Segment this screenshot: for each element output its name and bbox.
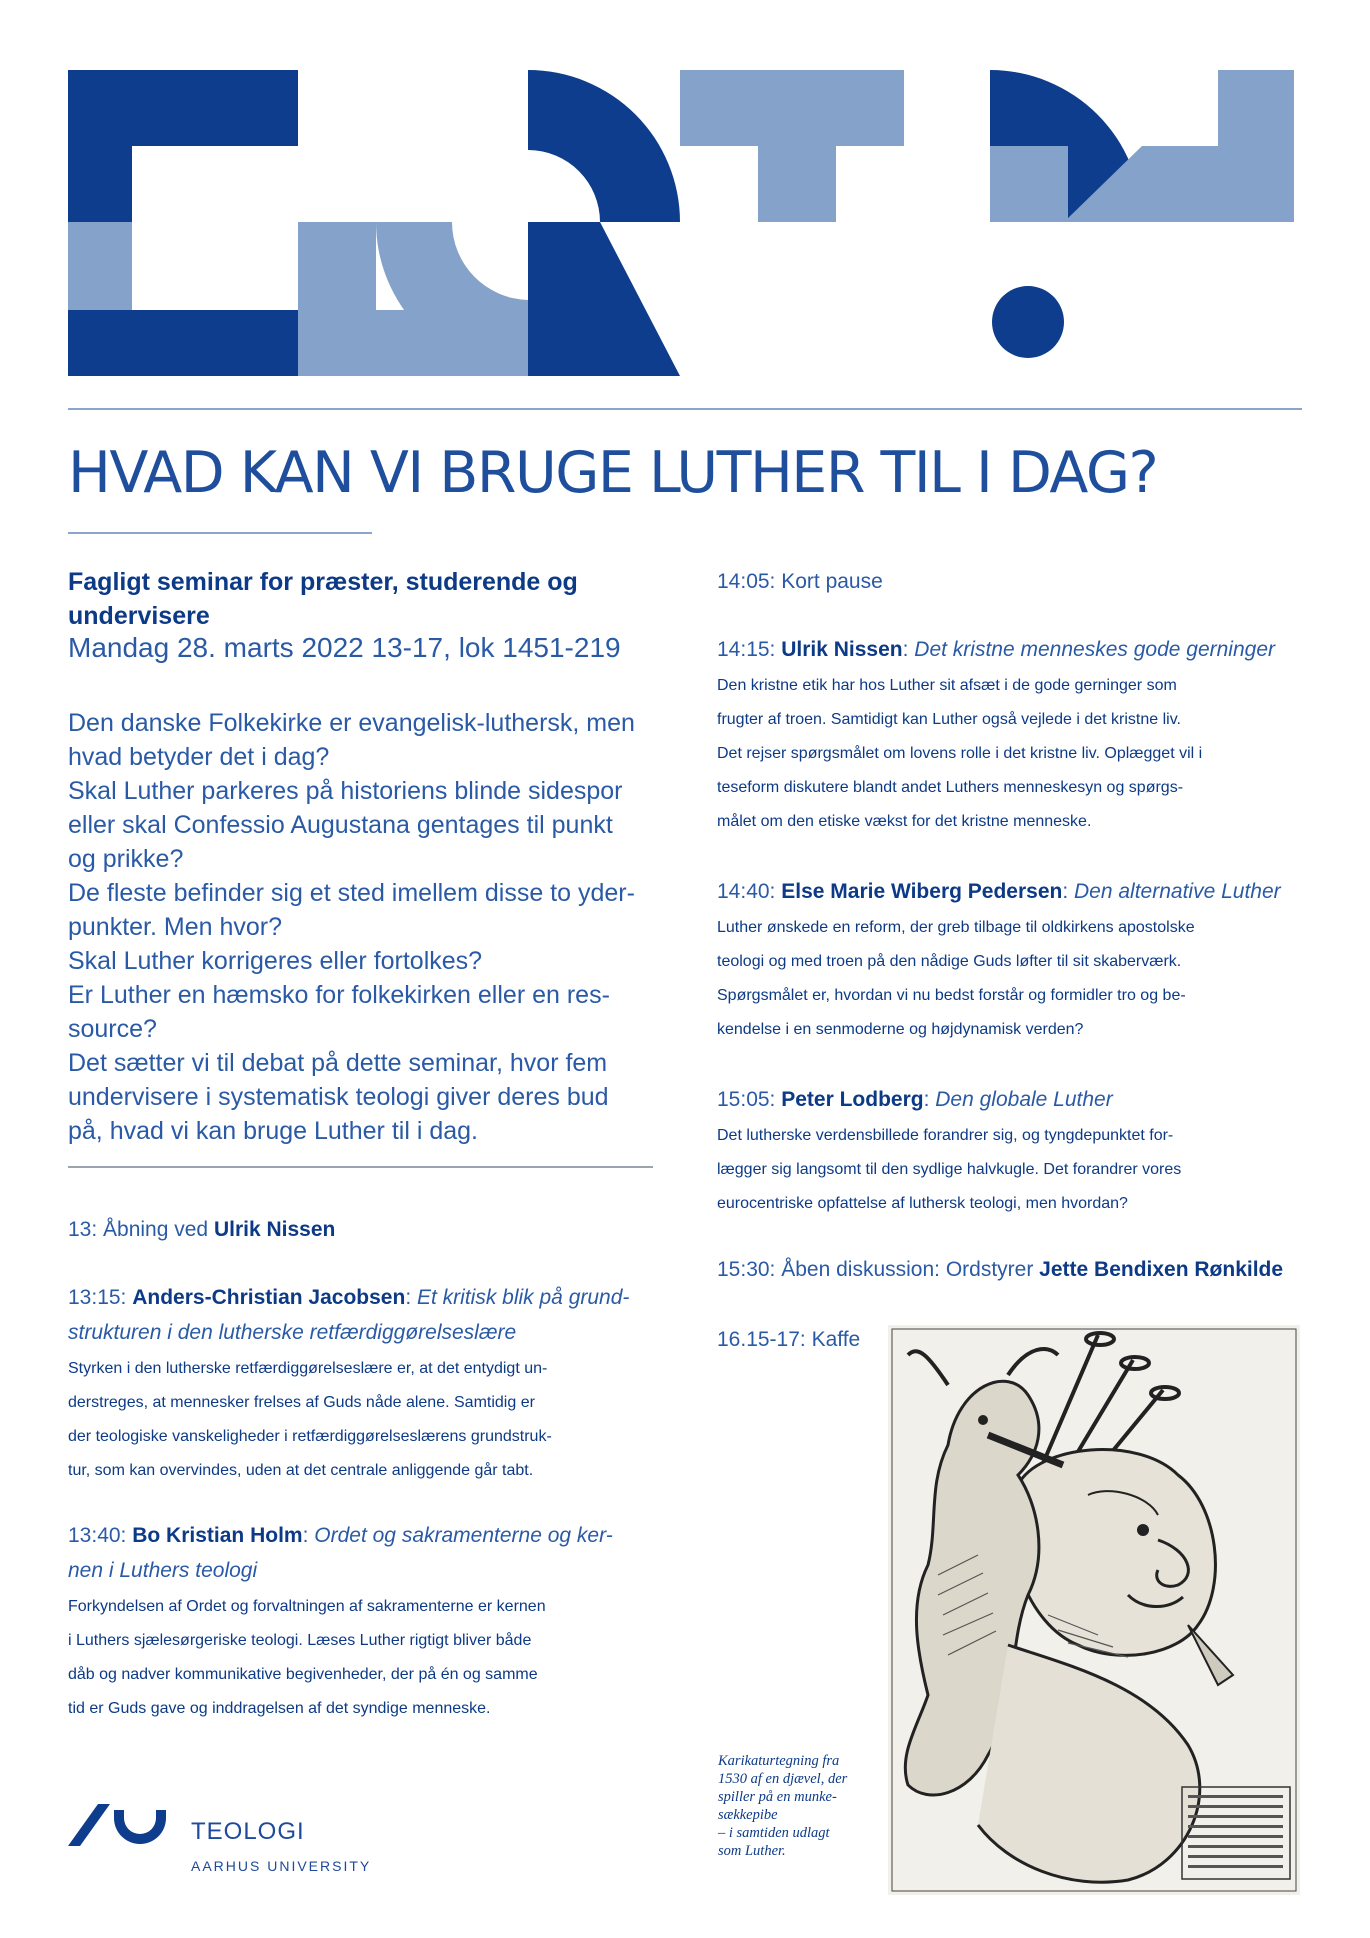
description-line: teseform diskutere blandt andet Luthers menneskesyn og spørgs- bbox=[717, 779, 1184, 796]
program-description bbox=[717, 669, 1312, 839]
banner-shape bbox=[298, 222, 376, 310]
banner-shape bbox=[298, 310, 528, 376]
program-heading bbox=[717, 564, 1312, 599]
program-heading bbox=[717, 1252, 1312, 1287]
program-speaker: Else Marie Wiberg Pedersen bbox=[781, 880, 1063, 903]
caption-line: sækkepibe bbox=[718, 1807, 778, 1823]
program-description bbox=[68, 1590, 668, 1726]
program-talk-title: Det kristne menneskes gode gerninger bbox=[914, 638, 1275, 661]
intro-line: Den danske Folkekirke er evangelisk-luthersk, men bbox=[68, 709, 635, 737]
banner-shape bbox=[1218, 70, 1294, 222]
intro-line: undervisere i systematisk teologi giver deres bud bbox=[68, 1083, 609, 1111]
description-line: Styrken i den lutherske retfærdiggørelseslære er, at det entydigt un- bbox=[68, 1360, 548, 1377]
caption-line: 1530 af en djævel, der bbox=[718, 1771, 848, 1787]
intro-line: Skal Luther parkeres på historiens blinde sidespor bbox=[68, 777, 623, 805]
banner-shape bbox=[680, 70, 758, 146]
intro-line: De fleste befinder sig et sted imellem disse to yder- bbox=[68, 879, 635, 907]
program-item bbox=[717, 1252, 1312, 1287]
program-heading bbox=[717, 1322, 877, 1357]
program-time: 16.15-17: Kaffe bbox=[717, 1328, 861, 1351]
logo-faculty-name: TEOLOGI bbox=[191, 1818, 305, 1845]
description-line: kendelse i en senmoderne og højdynamisk verden? bbox=[717, 1021, 1084, 1038]
subtitle: Fagligt seminar for præster, studerende og undervisere bbox=[68, 568, 578, 630]
description-line: derstreges, at mennesker frelses af Guds nåde alene. Samtidig er bbox=[68, 1394, 535, 1411]
intro-line: source? bbox=[68, 1015, 157, 1043]
banner-shape bbox=[68, 146, 132, 222]
program-speaker: Ulrik Nissen bbox=[781, 638, 903, 661]
program-time: 13:40: bbox=[68, 1524, 133, 1547]
title-underline bbox=[68, 532, 372, 534]
intro-line: eller skal Confessio Augustana gentages til punkt bbox=[68, 811, 613, 839]
description-line: Forkyndelsen af Ordet og forvaltningen af sakramenterne er kernen bbox=[68, 1598, 546, 1615]
program-item bbox=[717, 632, 1312, 839]
aarhus-university-logo-icon bbox=[68, 1796, 178, 1846]
letter-pattern-banner bbox=[0, 0, 1370, 400]
program-item bbox=[717, 1082, 1312, 1221]
program-separator: : bbox=[405, 1286, 417, 1309]
program-item bbox=[717, 1322, 877, 1357]
banner-shape bbox=[68, 70, 298, 146]
program-talk-title: Ordet og sakramenterne og ker- bbox=[314, 1524, 613, 1547]
woodcut-illustration bbox=[888, 1325, 1300, 1895]
program-time: 14:05: Kort pause bbox=[717, 570, 883, 593]
banner-shape bbox=[68, 222, 132, 310]
program-speaker: Jette Bendixen Rønkilde bbox=[1039, 1258, 1284, 1281]
image-caption bbox=[718, 1752, 878, 1860]
description-line: Den kristne etik har hos Luther sit afsæt i de gode gerninger som bbox=[717, 677, 1177, 694]
program-speaker: Anders-Christian Jacobsen bbox=[132, 1286, 406, 1309]
description-line: Spørgsmålet er, hvordan vi nu bedst forstår og formidler tro og be- bbox=[717, 987, 1186, 1004]
program-description bbox=[68, 1352, 668, 1488]
description-line: målet om den etiske vækst for det kristne menneske. bbox=[717, 813, 1092, 830]
program-item bbox=[68, 1280, 668, 1488]
program-item bbox=[68, 1212, 668, 1247]
intro-line: Det sætter vi til debat på dette seminar, hvor fem bbox=[68, 1049, 608, 1077]
program-separator: : bbox=[923, 1088, 936, 1111]
banner-shape bbox=[990, 146, 1068, 222]
program-heading bbox=[717, 874, 1312, 909]
program-item bbox=[68, 1518, 668, 1726]
banner-shape bbox=[68, 310, 298, 376]
banner-shape bbox=[528, 70, 680, 222]
program-separator: : bbox=[902, 638, 915, 661]
program-item bbox=[717, 564, 1312, 599]
intro-line: og prikke? bbox=[68, 845, 184, 873]
caption-line: Karikaturtegning fra bbox=[718, 1753, 840, 1769]
program-time: 13: Åbning ved bbox=[68, 1218, 214, 1241]
description-line: dåb og nadver kommunikative begivenheder, der på én og samme bbox=[68, 1666, 538, 1683]
description-line: Det lutherske verdensbillede forandrer sig, og tyngdepunktet for- bbox=[717, 1127, 1174, 1144]
program-talk-title: Den globale Luther bbox=[935, 1088, 1113, 1111]
program-time: 15:30: Åben diskussion: Ordstyrer bbox=[717, 1258, 1040, 1281]
banner-shape bbox=[758, 70, 904, 146]
program-time: 14:40: bbox=[717, 880, 782, 903]
caption-line: som Luther. bbox=[718, 1843, 786, 1859]
intro-line: Skal Luther korrigeres eller fortolkes? bbox=[68, 947, 483, 975]
banner-shape bbox=[992, 286, 1064, 358]
program-speaker: Peter Lodberg bbox=[781, 1088, 924, 1111]
intro-line: på, hvad vi kan bruge Luther til i dag. bbox=[68, 1117, 478, 1145]
banner-shape bbox=[1142, 146, 1218, 222]
description-line: tid er Guds gave og inddragelsen af det syndige menneske. bbox=[68, 1700, 491, 1717]
program-separator: : bbox=[302, 1524, 315, 1547]
intro-divider bbox=[68, 1166, 653, 1168]
program-description bbox=[717, 1119, 1312, 1221]
program-description bbox=[717, 911, 1312, 1047]
program-heading bbox=[68, 1280, 668, 1350]
description-line: der teologiske vanskeligheder i retfærdiggørelseslærens grundstruk- bbox=[68, 1428, 552, 1445]
program-time: 14:15: bbox=[717, 638, 782, 661]
description-line: teologi og med troen på den nådige Guds løfter til sit skaberværk. bbox=[717, 953, 1182, 970]
description-line: lægger sig langsomt til den sydlige halvkugle. Det forandrer vores bbox=[717, 1161, 1182, 1178]
program-speaker: Ulrik Nissen bbox=[213, 1218, 336, 1241]
caption-line: – i samtiden udlagt bbox=[718, 1825, 830, 1841]
caption-line: spiller på en munke- bbox=[718, 1789, 837, 1805]
program-separator: : bbox=[1062, 880, 1074, 903]
program-talk-title: Et kritisk blik på grund- bbox=[416, 1286, 630, 1309]
description-line: i Luthers sjælesørgeriske teologi. Læses Luther rigtigt bliver både bbox=[68, 1632, 532, 1649]
description-line: Luther ønskede en reform, der greb tilbage til oldkirkens apostolske bbox=[717, 919, 1195, 936]
program-talk-title: Den alternative Luther bbox=[1074, 880, 1281, 903]
intro-line: Er Luther en hæmsko for folkekirken eller en res- bbox=[68, 981, 610, 1009]
banner-shape bbox=[758, 146, 836, 222]
description-line: frugter af troen. Samtidigt kan Luther også vejlede i det kristne liv. bbox=[717, 711, 1181, 728]
program-time: 15:05: bbox=[717, 1088, 782, 1111]
program-speaker: Bo Kristian Holm bbox=[132, 1524, 303, 1547]
program-heading bbox=[717, 1082, 1312, 1117]
intro-line: punkter. Men hvor? bbox=[68, 913, 283, 941]
program-talk-title-cont: nen i Luthers teologi bbox=[68, 1559, 258, 1582]
description-line: tur, som kan overvindes, uden at det centrale anliggende går tabt. bbox=[68, 1462, 534, 1479]
program-heading bbox=[717, 632, 1312, 667]
logo-university-name: AARHUS UNIVERSITY bbox=[191, 1858, 372, 1874]
description-line: Det rejser spørgsmålet om lovens rolle i det kristne liv. Oplægget vil i bbox=[717, 745, 1203, 762]
program-time: 13:15: bbox=[68, 1286, 133, 1309]
description-line: eurocentriske opfattelse af luthersk teologi, men hvordan? bbox=[717, 1195, 1128, 1212]
intro-text bbox=[68, 706, 668, 1148]
page-title: HVAD KAN VI BRUGE LUTHER TIL I DAG? bbox=[68, 440, 1158, 506]
program-talk-title-cont: strukturen i den lutherske retfærdiggørelseslære bbox=[68, 1321, 517, 1344]
program-heading bbox=[68, 1212, 668, 1247]
top-rule bbox=[68, 408, 1302, 410]
intro-line: hvad betyder det i dag? bbox=[68, 743, 330, 771]
event-date: Mandag 28. marts 2022 13-17, lok 1451-219 bbox=[68, 632, 621, 663]
program-item bbox=[717, 874, 1312, 1047]
program-heading bbox=[68, 1518, 668, 1588]
